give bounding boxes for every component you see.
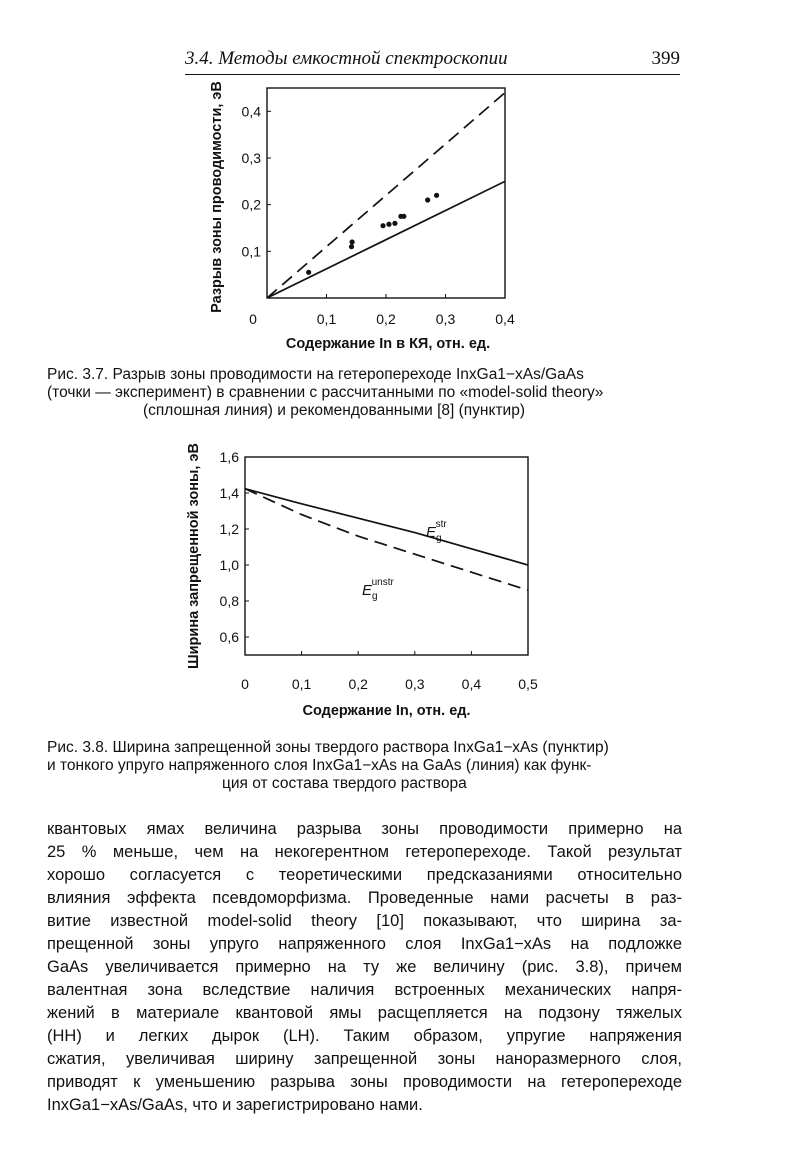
caption-line: (сплошная линия) и рекомендованными [8] (пунктир): [143, 402, 525, 419]
x-tick-label: 0: [249, 311, 257, 327]
data-point: [392, 221, 397, 226]
text-line: хорошо согласуется с теоретическими предсказаниями относительно: [47, 866, 682, 884]
x-tick-label: 0,2: [348, 676, 368, 692]
solid-series-line: [245, 489, 528, 565]
data-point: [349, 244, 354, 249]
curve-label: $E_gunstr$: [362, 577, 394, 602]
data-point: [425, 197, 430, 202]
text-line: 25 % меньше, чем на некогерентном гетеропереходе. Такой результат: [47, 843, 682, 861]
text-line: (HH) и легких дырок (LH). Таким образом, упругие напряжения: [47, 1027, 682, 1045]
plot-frame: [245, 457, 528, 655]
x-tick-label: 0: [241, 676, 249, 692]
curve-label: $E_gstr$: [426, 519, 447, 544]
x-tick-label: 0,2: [376, 311, 396, 327]
caption-line: Рис. 3.8. Ширина запрещенной зоны твердого раствора InxGa1−xAs (пунктир): [47, 739, 609, 756]
caption-line: ция от состава твердого раствора: [222, 775, 467, 792]
y-tick-label: 0,3: [241, 150, 261, 166]
x-tick-label: 0,3: [435, 311, 456, 327]
figure-3-7: [195, 78, 525, 363]
band-gap-chart: [180, 440, 550, 730]
y-tick-label: 1,0: [219, 557, 239, 573]
y-tick-label: 0,6: [219, 629, 239, 645]
data-point: [386, 222, 391, 227]
text-line: прещенной зоны упруго напряженного слоя InxGa1−xAs на подложке: [47, 935, 682, 953]
figure-3-8: [180, 440, 550, 730]
x-tick-label: 0,4: [495, 311, 515, 327]
text-line: витие известной model-solid theory [10] показывают, что ширина за-: [47, 912, 682, 930]
x-tick-label: 0,4: [461, 676, 482, 692]
y-tick-label: 0,8: [219, 593, 239, 609]
y-axis-title: Разрыв зоны проводимости, эВ: [209, 81, 225, 313]
caption-line: (точки — эксперимент) в сравнении с рассчитанными по «model-solid theory»: [47, 384, 604, 401]
figure-3-8-caption: [47, 739, 687, 793]
solid-series-line: [267, 181, 505, 298]
y-tick-label: 0,4: [241, 103, 261, 120]
text-line: InxGa1−xAs/GaAs, что и зарегистрировано нами.: [47, 1096, 423, 1114]
data-point: [401, 214, 406, 219]
body-paragraph: [47, 818, 682, 1117]
text-line: влияния эффекта псевдоморфизма. Проведенные нами расчеты в раз-: [47, 889, 682, 907]
dashed-series-line: [267, 93, 505, 298]
dashed-series-line: [245, 489, 528, 591]
page-number: 399: [651, 48, 680, 69]
text-line: сжатия, увеличивая ширину запрещенной зоны наноразмерного слоя,: [47, 1050, 682, 1068]
text-line: приводят к уменьшению разрыва зоны проводимости на гетеропереходе: [47, 1073, 682, 1091]
text-line: жений в материале квантовой ямы расщепляется на подзону тяжелых: [47, 1004, 682, 1022]
data-point: [349, 239, 354, 244]
data-point: [306, 270, 311, 275]
caption-line: Рис. 3.7. Разрыв зоны проводимости на гетеропереходе InxGa1−xAs/GaAs: [47, 366, 584, 383]
text-line: квантовых ямах величина разрыва зоны проводимости примерно на: [47, 820, 682, 838]
running-head: [185, 48, 680, 75]
y-tick-label: 1,4: [219, 485, 239, 501]
figure-3-7-caption: [47, 366, 687, 420]
text-line: GaAs увеличивается примерно на ту же величину (рис. 3.8), причем: [47, 958, 682, 976]
y-tick-label: 1,2: [219, 521, 239, 537]
y-tick-label: 0,1: [241, 243, 261, 260]
x-tick-label: 0,3: [405, 676, 425, 692]
data-point: [380, 223, 385, 228]
caption-line: и тонкого упруго напряженного слоя InxGa1−xAs на GaAs (линия) как функ-: [47, 757, 592, 774]
section-title: 3.4. Методы емкостной спектроскопии: [185, 48, 508, 69]
x-tick-label: 0,1: [316, 311, 337, 327]
x-tick-label: 0,5: [518, 676, 538, 692]
data-point: [434, 193, 439, 198]
y-tick-label: 1,6: [219, 449, 239, 465]
conduction-band-offset-chart: [195, 78, 525, 363]
y-axis-title: Ширина запрещенной зоны, эВ: [186, 443, 202, 669]
x-tick-label: 0,1: [291, 676, 312, 692]
text-line: валентная зона вследствие наличия встроенных механических напря-: [47, 981, 682, 999]
y-tick-label: 0,2: [241, 196, 261, 213]
x-axis-title: Содержание In, отн. ед.: [302, 703, 471, 719]
x-axis-title: Содержание In в КЯ, отн. ед.: [285, 336, 491, 352]
